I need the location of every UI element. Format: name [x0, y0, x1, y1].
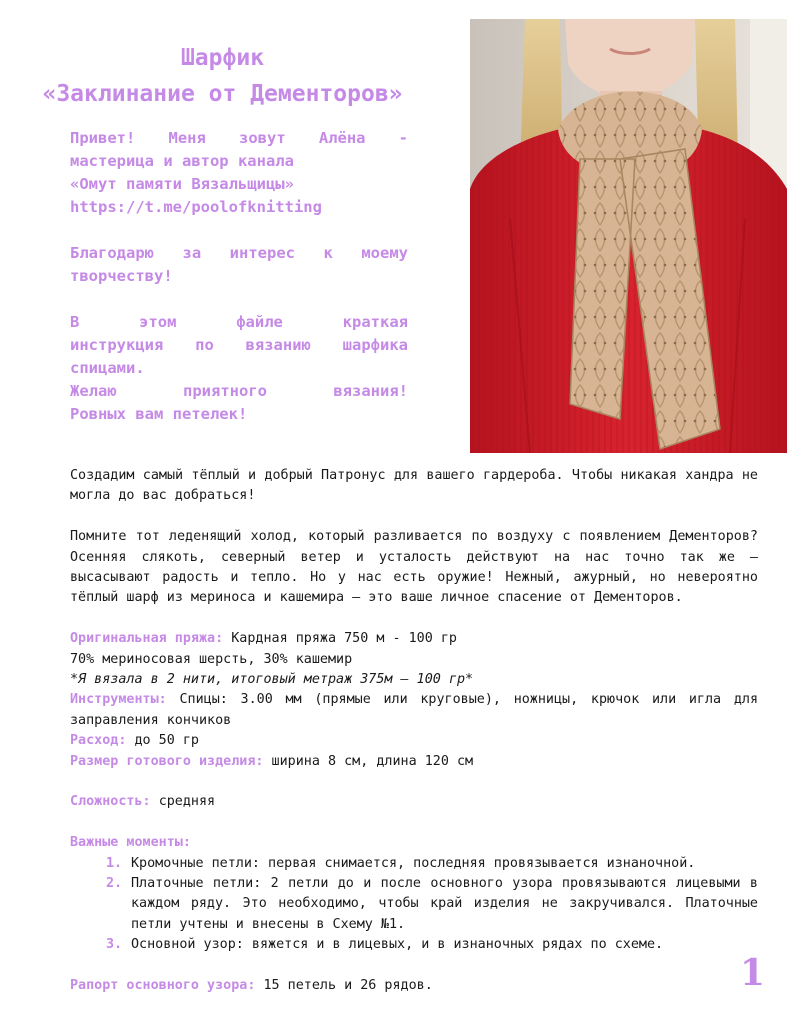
intro-line: Благодарю за интерес к моему — [70, 244, 408, 262]
rapport-value: 15 петель и 26 рядов. — [263, 978, 433, 994]
title-line-2: «Заклинание от Дементоров» — [42, 81, 403, 107]
intro-line: Ровных вам петелек! — [70, 405, 248, 423]
page-number: 1 — [740, 952, 766, 994]
yarn-row — [70, 629, 758, 649]
usage-value: до 50 гр — [134, 733, 199, 749]
moments-list — [70, 854, 758, 956]
yarn-note: *Я вязала в 2 нити, итоговый метраж 375м – 100 гр* — [70, 672, 474, 688]
list-item-text: Платочные петли: 2 петли до и после основного узора провязываются лицевыми в каждом ряду. Это необходимо, чтобы край изделия не закручивался. Платочные петли учтены и внесены в Схему №1. — [131, 876, 758, 932]
intro-thanks — [70, 242, 408, 288]
intro-line: творчеству! — [70, 267, 173, 285]
list-item — [70, 854, 758, 874]
yarn-label: Оригинальная пряжа: — [70, 631, 224, 647]
list-item — [70, 935, 758, 955]
tools-value: Спицы: 3.00 мм (прямые или круговые), ножницы, крючок или игла для заправления кончиков — [70, 692, 758, 728]
intro-line: «Омут памяти Вязальщицы» — [70, 175, 294, 193]
rapport-row — [70, 976, 758, 996]
difficulty-row — [70, 792, 758, 812]
usage-row — [70, 731, 758, 751]
intro-block — [70, 127, 408, 426]
rapport-label: Рапорт основного узора: — [70, 978, 256, 994]
intro-line: Привет! Меня зовут Алёна - — [70, 129, 408, 147]
intro-line: Желаю приятного вязания! — [70, 382, 408, 400]
difficulty-value: средняя — [158, 794, 216, 810]
channel-link[interactable]: https://t.me/poolofknitting — [70, 198, 322, 216]
size-label: Размер готового изделия: — [70, 753, 264, 769]
intro-paragraph-1: Создадим самый тёплый и добрый Патронус для вашего гардероба. Чтобы никакая хандра не могла до вас добраться! — [70, 468, 758, 504]
intro-line: спицами. — [70, 359, 145, 377]
intro-line: мастерица и автор канала — [70, 152, 294, 170]
list-item-number: 1. — [106, 855, 123, 871]
intro-line: инструкция по вязанию шарфика — [70, 336, 408, 354]
yarn-value: Кардная пряжа 750 м - 100 гр — [231, 631, 457, 647]
title-line-1: Шарфик — [180, 45, 265, 71]
list-item-text: Основной узор: вяжется и в лицевых, и в изнаночных рядах по схеме. — [131, 937, 664, 953]
intro-wishes — [70, 311, 408, 426]
intro-line: В этом файле краткая — [70, 313, 408, 331]
list-item-number: 2. — [106, 876, 123, 892]
document-title — [0, 40, 445, 112]
usage-label: Расход: — [70, 733, 127, 749]
tools-label: Инструменты: — [70, 692, 167, 708]
list-item-number: 3. — [106, 937, 123, 953]
scarf-photo — [470, 19, 787, 453]
size-row — [70, 752, 758, 772]
size-value: ширина 8 см, длина 120 см — [271, 753, 474, 769]
tools-row — [70, 690, 758, 731]
moments-label: Важные моменты: — [70, 835, 191, 851]
scarf-photo-illustration — [470, 19, 787, 453]
difficulty-label: Сложность: — [70, 794, 151, 810]
list-item-text: Кромочные петли: первая снимается, последняя провязывается изнаночной. — [131, 855, 696, 871]
body-text — [70, 466, 758, 996]
intro-paragraph-2: Помните тот леденящий холод, который разливается по воздуху с появлением Дементоров? Осенняя слякоть, северный ветер и усталость действуют на нас точно так же — высасывают радость и тепло. Но у нас есть оружие! Нежный, ажурный, но невероятно тёплый шарф из мериноса и кашемира — это ваше личное спасение от Дементоров. — [70, 529, 758, 606]
list-item — [70, 874, 758, 935]
yarn-composition: 70% мериносовая шерсть, 30% кашемир — [70, 651, 353, 667]
intro-greeting — [70, 127, 408, 219]
